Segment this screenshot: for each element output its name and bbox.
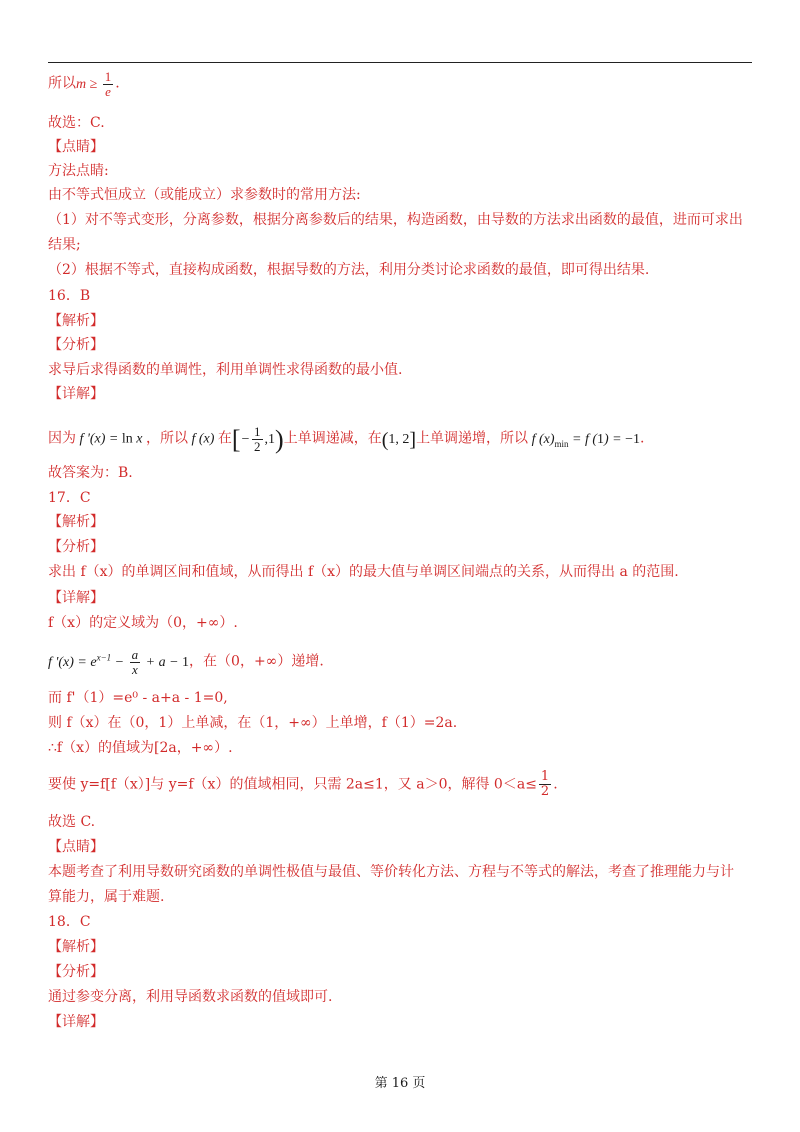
heading-fenxi: 【分析】 (48, 539, 104, 555)
line-comment-cont: 算能力，属于难题. (48, 889, 165, 905)
formula-fmin: f $(x)_{min} = f$ (1) = −1 (528, 431, 641, 449)
line-detail-16 (48, 425, 644, 454)
formula-fprime-lnx: f '(x) = ln x (76, 431, 146, 447)
text: 上单调递减，在 (283, 430, 382, 447)
line-method: 方法点睛: (48, 163, 109, 179)
heading-dianjing: 【点睛】 (48, 839, 104, 855)
question-17-answer: 17．C (48, 490, 91, 506)
line-derivative-17 (48, 648, 324, 677)
line-method-1-cont: 结果; (48, 237, 81, 253)
formula-fx: f (x) (187, 431, 218, 447)
text: 要使 y=f[f（x）]与 y=f（x）的值域相同，只需 2a≤1，又 a＞0，解得 0＜a≤ (48, 776, 537, 793)
line-choice-c: 故选：C. (48, 115, 105, 131)
heading-xiangjie: 【详解】 (48, 386, 104, 402)
line-analysis-16: 求导后求得函数的单调性，利用单调性求得函数的最小值. (48, 362, 403, 378)
text: 因为 (48, 430, 76, 447)
text: 上单调递增，所以 (416, 430, 529, 447)
question-16-answer: 16．B (48, 288, 91, 304)
text: 所以 (48, 75, 76, 92)
line-fprime-1: 而 f'（1）=e⁰ - a+a - 1=0, (48, 690, 228, 706)
text: . (553, 776, 558, 793)
heading-jiexi: 【解析】 (48, 313, 104, 329)
formula-interval-neg-half-1: [− $\frac{1}{2}$ ,1) (231, 424, 284, 454)
line-analysis-17: 求出 f（x）的单调区间和值域，从而得出 f（x）的最大值与单调区间端点的关系，从而得出 a 的范围. (48, 564, 679, 580)
text: ，所以 (145, 430, 188, 447)
text: ，在（0，+∞）递增. (189, 653, 324, 670)
line-method-2: （2）根据不等式，直接构成函数，根据导数的方法，利用分类讨论求函数的最值，即可得出结果. (48, 262, 650, 278)
formula-m-ge-1-over-e: m ≥ $\frac{1}{e}$ (76, 69, 112, 99)
heading-jiexi: 【解析】 (48, 514, 104, 530)
line-choice-c: 故选 C. (48, 814, 96, 830)
line-method-intro: 由不等式恒成立（或能成立）求参数时的常用方法: (48, 187, 361, 203)
heading-jiexi: 【解析】 (48, 939, 104, 955)
line-range: ∴f（x）的值域为[2a，+∞）. (48, 740, 233, 756)
line-conclusion-m (48, 70, 120, 99)
formula-interval-1-2: (1, 2] (381, 428, 417, 451)
heading-fenxi: 【分析】 (48, 337, 104, 353)
line-monotonic: 则 f（x）在（0，1）上单减，在（1，+∞）上单增，f（1）=2a. (48, 715, 458, 731)
question-18-answer: 18．C (48, 914, 91, 930)
fraction-one-half: $\frac{1}{2}$ (540, 769, 550, 799)
heading-xiangjie: 【详解】 (48, 1014, 104, 1030)
text: . (640, 430, 645, 447)
page-number: 第 16 页 (374, 1076, 426, 1091)
formula-fprime-17: f '$(x) = e^{x-1}$ − $\frac{a}{x}$ + a − 1 (48, 647, 190, 677)
line-domain: f（x）的定义域为（0，+∞）. (48, 615, 238, 631)
line-comment: 本题考查了利用导数研究函数的单调性极值与最值、等价转化方法、方程与不等式的解法，考查了推理能力与计 (48, 864, 734, 880)
text: . (115, 75, 120, 92)
line-analysis-18: 通过参变分离，利用导函数求函数的值域即可. (48, 989, 333, 1005)
line-answer-b: 故答案为：B. (48, 465, 133, 481)
text: 在 (217, 430, 232, 447)
heading-xiangjie: 【详解】 (48, 590, 104, 606)
heading-fenxi: 【分析】 (48, 964, 104, 980)
heading-dianjing: 【点睛】 (48, 139, 104, 155)
line-method-1: （1）对不等式变形，分离参数，根据分离参数后的结果，构造函数，由导数的方法求出函数的最值，进而可求出 (48, 212, 743, 228)
header-rule (48, 62, 752, 63)
line-condition (48, 770, 558, 799)
